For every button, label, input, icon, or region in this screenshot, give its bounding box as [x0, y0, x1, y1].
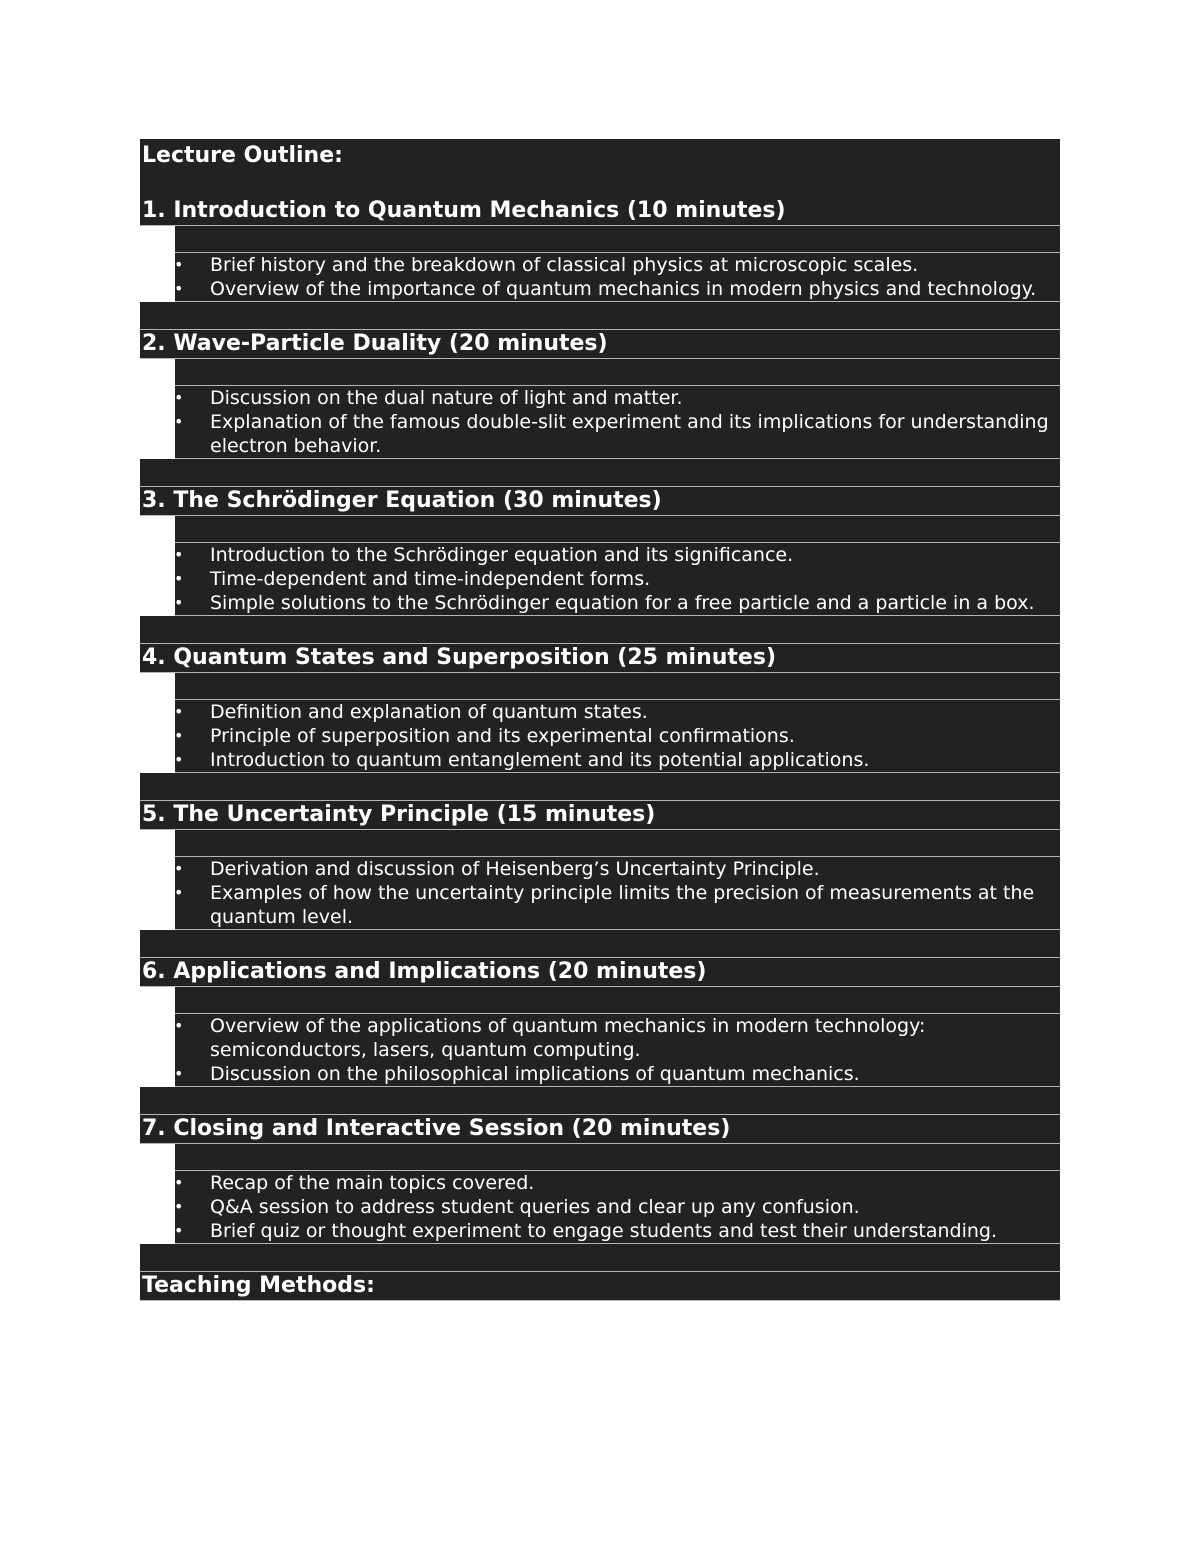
bullet-icon: • [174, 1173, 184, 1192]
list-item [175, 1219, 1060, 1243]
list-item [175, 591, 1060, 615]
list-item-text: Definition and explanation of quantum states. [210, 701, 648, 723]
list-item [175, 857, 1060, 881]
subsection-spacer [175, 1144, 1060, 1171]
bullet-list [175, 253, 1060, 301]
list-item [175, 1171, 1060, 1195]
list-item [175, 1062, 1060, 1086]
sections-container [140, 226, 1060, 1272]
bullet-list-block [175, 253, 1060, 302]
bullet-icon: • [174, 1221, 184, 1240]
bullet-icon: • [174, 702, 184, 721]
list-item [175, 724, 1060, 748]
bullet-list-block [175, 543, 1060, 616]
list-item-text: Introduction to quantum entanglement and its potential applications. [210, 749, 870, 771]
list-item-text: Recap of the main topics covered. [210, 1172, 535, 1194]
bullet-icon: • [174, 1016, 184, 1035]
bullet-list [175, 1171, 1060, 1243]
bullet-icon: • [174, 255, 184, 274]
subsection-spacer [175, 359, 1060, 386]
bullet-list [175, 857, 1060, 929]
bullet-icon: • [174, 883, 184, 902]
bullet-icon: • [174, 859, 184, 878]
subsection-spacer [175, 673, 1060, 700]
list-item-text: Principle of superposition and its experimental confirmations. [210, 725, 795, 747]
section-spacer [140, 1087, 1060, 1115]
bullet-icon: • [174, 545, 184, 564]
list-item [175, 881, 1060, 929]
list-item [175, 543, 1060, 567]
list-item [175, 1014, 1060, 1062]
section-spacer [140, 1244, 1060, 1272]
document-body [140, 139, 1060, 1301]
bullet-icon: • [174, 750, 184, 769]
section-heading: 6. Applications and Implications (20 minutes) [140, 958, 1060, 987]
list-item-text: Overview of the applications of quantum mechanics in modern technology: semiconductors, lasers, quantum computing. [210, 1015, 926, 1061]
section-spacer [140, 773, 1060, 801]
list-item [175, 567, 1060, 591]
bullet-icon: • [174, 412, 184, 431]
bullet-icon: • [174, 726, 184, 745]
section-spacer [140, 616, 1060, 644]
list-item [175, 1195, 1060, 1219]
subsection-spacer [175, 516, 1060, 543]
list-item [175, 253, 1060, 277]
teaching-methods-heading: Teaching Methods: [140, 1272, 1060, 1301]
list-item [175, 277, 1060, 301]
lecture-outline-block [140, 139, 1060, 226]
list-item-text: Q&A session to address student queries and clear up any confusion. [210, 1196, 860, 1218]
list-item [175, 410, 1060, 458]
section-spacer [140, 930, 1060, 958]
section-heading: 5. The Uncertainty Principle (15 minutes) [140, 801, 1060, 830]
bullet-list [175, 543, 1060, 615]
bullet-icon: • [174, 1197, 184, 1216]
list-item [175, 748, 1060, 772]
list-item-text: Brief quiz or thought experiment to engage students and test their understanding. [210, 1220, 998, 1242]
bullet-list-block [175, 857, 1060, 930]
section-spacer [140, 459, 1060, 487]
bullet-icon: • [174, 569, 184, 588]
list-item-text: Time-dependent and time-independent forms. [210, 568, 651, 590]
bullet-icon: • [174, 279, 184, 298]
section-heading: 7. Closing and Interactive Session (20 minutes) [140, 1115, 1060, 1144]
list-item-text: Overview of the importance of quantum mechanics in modern physics and technology. [210, 278, 1037, 300]
section-heading: 1. Introduction to Quantum Mechanics (10 minutes) [142, 198, 786, 223]
bullet-list [175, 700, 1060, 772]
bullet-list-block [175, 1171, 1060, 1244]
list-item [175, 386, 1060, 410]
list-item-text: Introduction to the Schrödinger equation and its significance. [210, 544, 794, 566]
list-item-text: Brief history and the breakdown of classical physics at microscopic scales. [210, 254, 919, 276]
list-item-text: Discussion on the philosophical implications of quantum mechanics. [210, 1063, 860, 1085]
bullet-list-block [175, 700, 1060, 773]
list-item [175, 700, 1060, 724]
section-heading: 4. Quantum States and Superposition (25 minutes) [140, 644, 1060, 673]
list-item-text: Derivation and discussion of Heisenberg’s Uncertainty Principle. [210, 858, 820, 880]
bullet-icon: • [174, 388, 184, 407]
section-spacer [140, 302, 1060, 330]
bullet-icon: • [174, 593, 184, 612]
list-item-text: Simple solutions to the Schrödinger equation for a free particle and a particle in a box. [210, 592, 1035, 614]
section-heading: 2. Wave-Particle Duality (20 minutes) [140, 330, 1060, 359]
subsection-spacer [175, 830, 1060, 857]
bullet-icon: • [174, 1064, 184, 1083]
list-item-text: Explanation of the famous double-slit experiment and its implications for understanding electron behavior. [210, 411, 1049, 457]
subsection-spacer [175, 226, 1060, 253]
section-heading: 3. The Schrödinger Equation (30 minutes) [140, 487, 1060, 516]
subsection-spacer [175, 987, 1060, 1014]
bullet-list-block [175, 1014, 1060, 1087]
bullet-list-block [175, 386, 1060, 459]
list-item-text: Examples of how the uncertainty principle limits the precision of measurements at the quantum level. [210, 882, 1035, 928]
outline-title: Lecture Outline: [142, 143, 343, 168]
bullet-list [175, 1014, 1060, 1086]
bullet-list [175, 386, 1060, 458]
list-item-text: Discussion on the dual nature of light and matter. [210, 387, 683, 409]
